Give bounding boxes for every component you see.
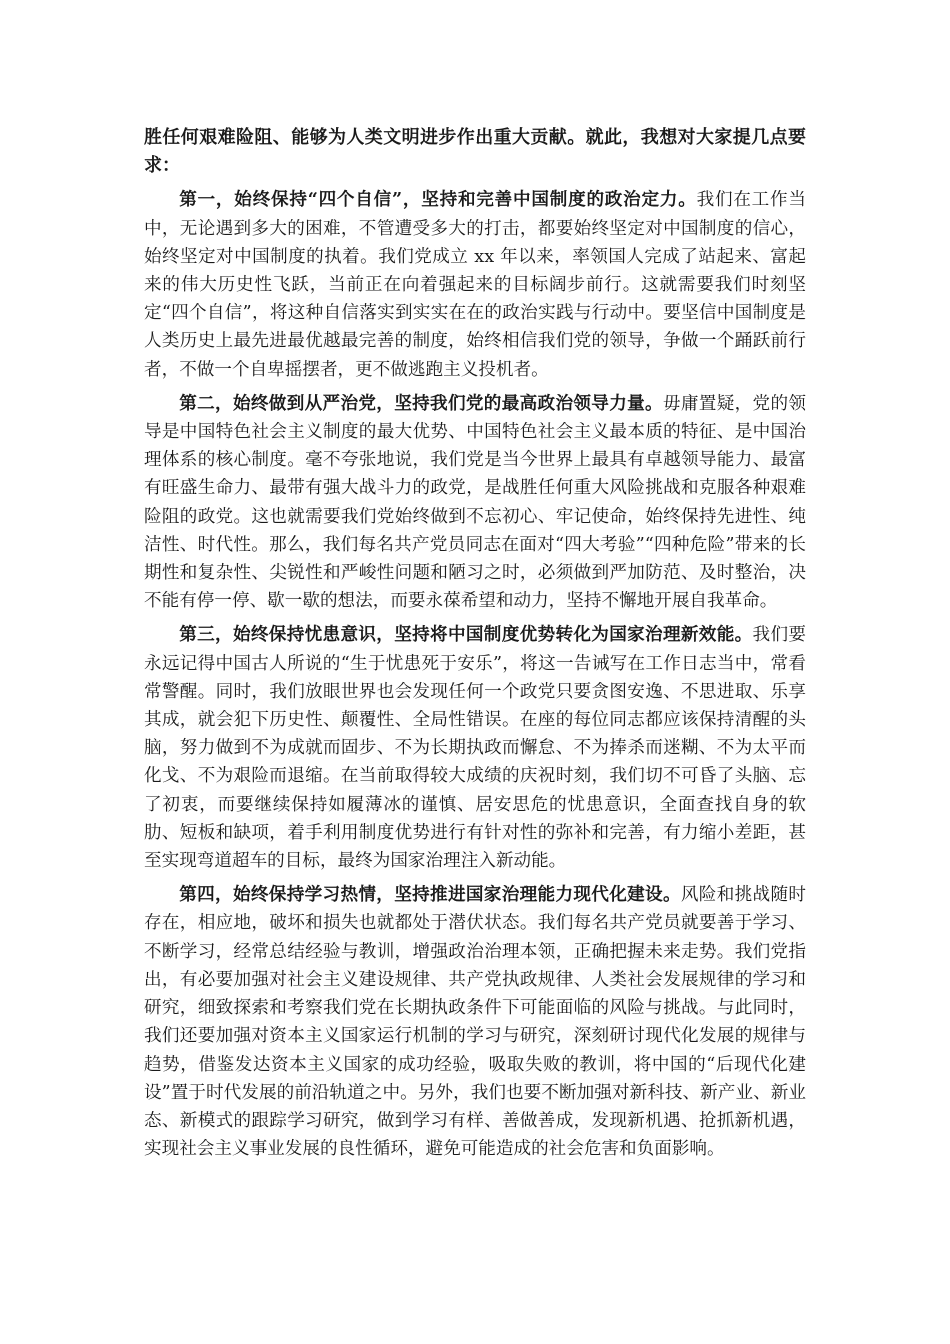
paragraph-4: [144, 881, 806, 1163]
paragraph-2: [144, 390, 806, 616]
paragraph-2-body: 毋庸置疑，党的领导是中国特色社会主义制度的最大优势、中国特色社会主义最本质的特征、是中国治理体系的核心制度。毫不夸张地说，我们党是当今世界上最具有卓越领导能力、最富有旺盛生命力、最带有强大战斗力的政党，是战胜任何重大风险挑战和克服各种艰难险阻的政党。这也就需要我们党始终做到不忘初心、牢记使命，始终保持先进性、纯洁性、时代性。那么，我们每名共产党员同志在面对“四大考验”“四种危险”带来的长期性和复杂性、尖锐性和严峻性问题和陋习之时，必须做到严加防范、及时整治，决不能有停一停、歇一歇的想法，而要永葆希望和动力，坚持不懈地开展自我革命。: [144, 393, 806, 612]
paragraph-4-heading: 第四，始终保持学习热情，坚持推进国家治理能力现代化建设。: [179, 884, 681, 906]
paragraph-3-body: 我们要永远记得中国古人所说的“生于忧患死于安乐”，将这一告诫写在工作日志当中，常看常警醒。同时，我们放眼世界也会发现任何一个政党只要贪图安逸、不思进取、乐享其成，就会犯下历史性、颠覆性、全局性错误。在座的每位同志都应该保持清醒的头脑，努力做到不为成就而固步、不为长期执政而懈怠、不为捧杀而迷糊、不为太平而化戈、不为艰险而退缩。在当前取得较大成绩的庆祝时刻，我们切不可昏了头脑、忘了初衷，而要继续保持如履薄冰的谨慎、居安思危的忧患意识，全面查找自身的软肋、短板和缺项，着手利用制度优势进行有针对性的弥补和完善，有力缩小差距，甚至实现弯道超车的目标，最终为国家治理注入新动能。: [144, 625, 806, 872]
lead-paragraph: 胜任何艰难险阻、能够为人类文明进步作出重大贡献。就此，我想对大家提几点要求：: [144, 127, 806, 177]
paragraph-3-heading: 第三，始终保持忧患意识，坚持将中国制度优势转化为国家治理新效能。: [179, 624, 753, 646]
document-body: [144, 124, 806, 1169]
paragraph-1: [144, 186, 806, 383]
paragraph-4-body: 风险和挑战随时存在，相应地，破坏和损失也就都处于潜伏状态。我们每名共产党员就要善于学习、不断学习，经常总结经验与教训，增强政治治理本领，正确把握未来走势。我们党指出，有必要加强对社会主义建设规律、共产党执政规律、人类社会发展规律的学习和研究，细致探索和考察我们党在长期执政条件下可能面临的风险与挑战。与此同时，我们还要加强对资本主义国家运行机制的学习与研究，深刻研讨现代化发展的规律与趋势，借鉴发达资本主义国家的成功经验，吸取失败的教训，将中国的“后现代化建设”置于时代发展的前沿轨道之中。另外，我们也要不断加强对新科技、新产业、新业态、新模式的跟踪学习研究，做到学习有样、善做善成，发现新机遇、抢抓新机遇，实现社会主义事业发展的良性循环，避免可能造成的社会危害和负面影响。: [144, 885, 806, 1160]
paragraph-1-body: 我们在工作当中，无论遇到多大的困难，不管遭受多大的打击，都要始终坚定对中国制度的信心，始终坚定对中国制度的执着。我们党成立 xx 年以来，率领国人完成了站起来、富起来的伟大历史性飞跃，当前正在向着强起来的目标阔步前行。这就需要我们时刻坚定“四个自信”，将这种自信落实到实实在在的政治实践与行动中。要坚信中国制度是人类历史上最先进最优越最完善的制度，始终相信我们党的领导，争做一个踊跃前行者，不做一个自卑摇摆者，更不做逃跑主义投机者。: [144, 190, 806, 380]
paragraph-3: [144, 621, 806, 875]
paragraph-2-heading: 第二，始终做到从严治党，坚持我们党的最高政治领导力量。: [179, 392, 663, 414]
paragraph-1-heading: 第一，始终保持“四个自信”，坚持和完善中国制度的政治定力。: [179, 189, 697, 211]
